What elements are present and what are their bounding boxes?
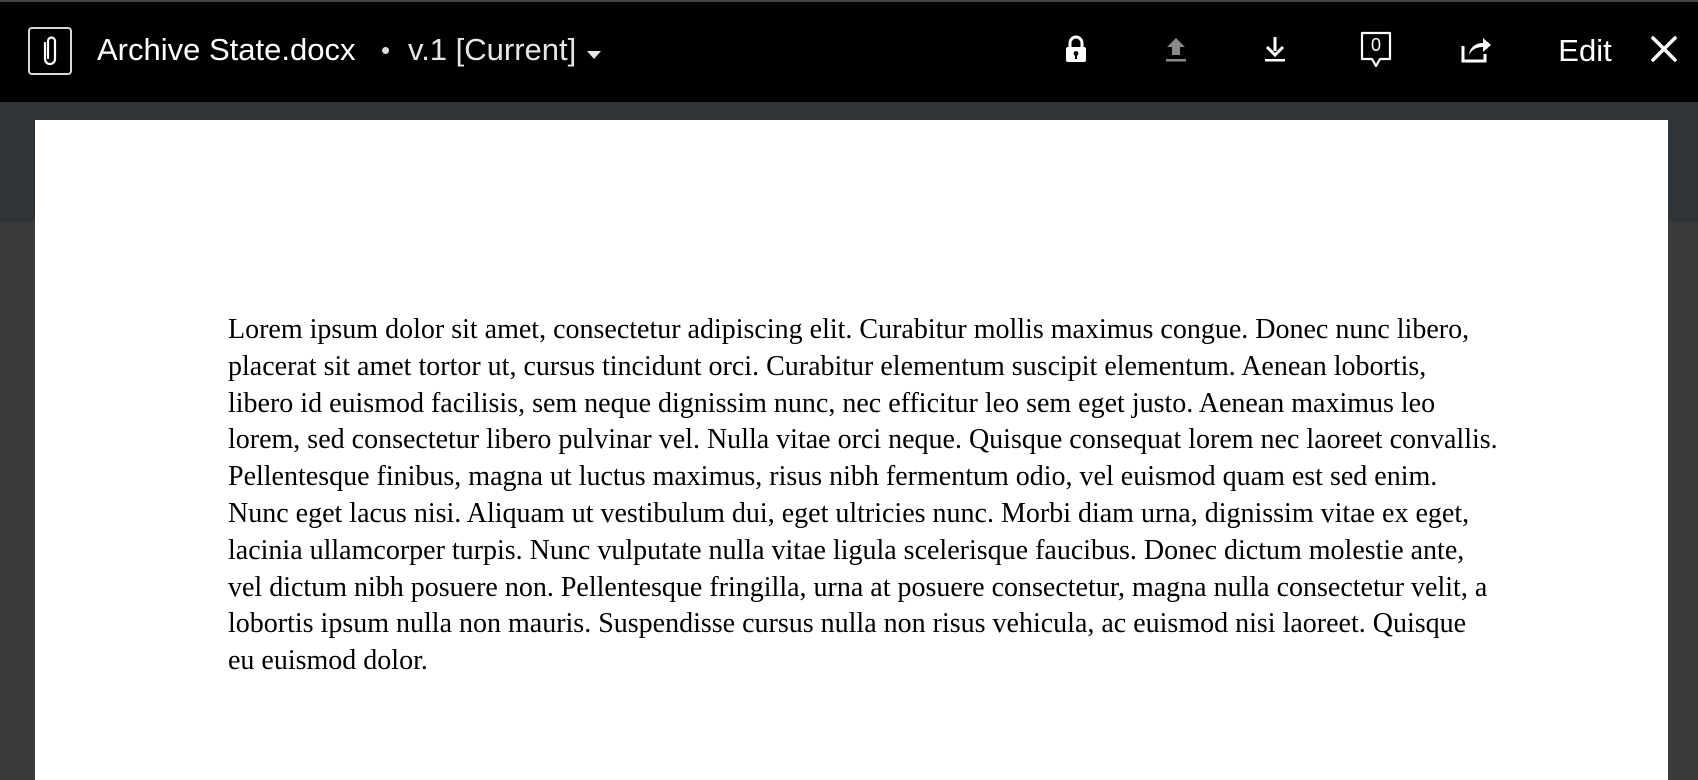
paperclip-icon: [28, 27, 72, 75]
download-icon: [1262, 34, 1288, 69]
document-page: [35, 120, 1668, 780]
close-icon: [1650, 35, 1678, 68]
file-name: Archive State.docx: [97, 32, 356, 67]
share-icon: [1459, 34, 1493, 69]
lock-button[interactable]: [1058, 28, 1094, 74]
version-dropdown[interactable]: [408, 30, 602, 70]
lock-icon: [1063, 34, 1089, 69]
caret-down-icon: [586, 30, 602, 70]
comment-count: 0: [1370, 35, 1381, 55]
comment-icon: [1358, 29, 1394, 73]
download-button[interactable]: [1257, 28, 1293, 74]
upload-button[interactable]: [1158, 28, 1194, 74]
comments-button[interactable]: [1356, 28, 1396, 74]
document-body-text: Lorem ipsum dolor sit amet, consectetur adipiscing elit. Curabitur mollis maximus congue. Donec nunc libero, placerat sit amet tortor ut, cursus tincidunt orci. Curabitur elementum suscipit elementum. Aenean lobortis, libero id euismod facilisis, sem neque dignissim nunc, nec efficitur leo sem eget justo. Aenean maximus leo lorem, sed consectetur libero pulvinar vel. Nulla vitae orci neque. Quisque consequat lorem nec laoreet convallis. Pellentesque finibus, magna ut luctus maximus, risus nibh fermentum odio, vel euismod quam est sed enim. Nunc eget lacus nisi. Aliquam ut vestibulum dui, eget ultricies nunc. Morbi diam urna, dignissim vitae ex eget, lacinia ullamcorper turpis. Nunc vulputate nulla vitae ligula scelerisque faucibus. Donec dictum molestie ante, vel dictum nibh posuere non. Pellentesque fringilla, urna at posuere consectetur, magna nulla consectetur velit, a lobortis ipsum nulla non mauris. Suspendisse cursus nulla non risus vehicula, ac euismod nisi laoreet. Quisque eu euismod dolor.: [228, 314, 1498, 677]
version-label: v.1 [Current]: [408, 32, 577, 67]
viewer-header: [0, 0, 1698, 102]
close-button[interactable]: [1648, 28, 1680, 74]
upload-icon: [1163, 34, 1189, 69]
header-top-edge: [0, 0, 1698, 2]
share-button[interactable]: [1456, 28, 1496, 74]
title-separator: •: [381, 35, 391, 65]
edit-button[interactable]: Edit: [1558, 33, 1612, 68]
